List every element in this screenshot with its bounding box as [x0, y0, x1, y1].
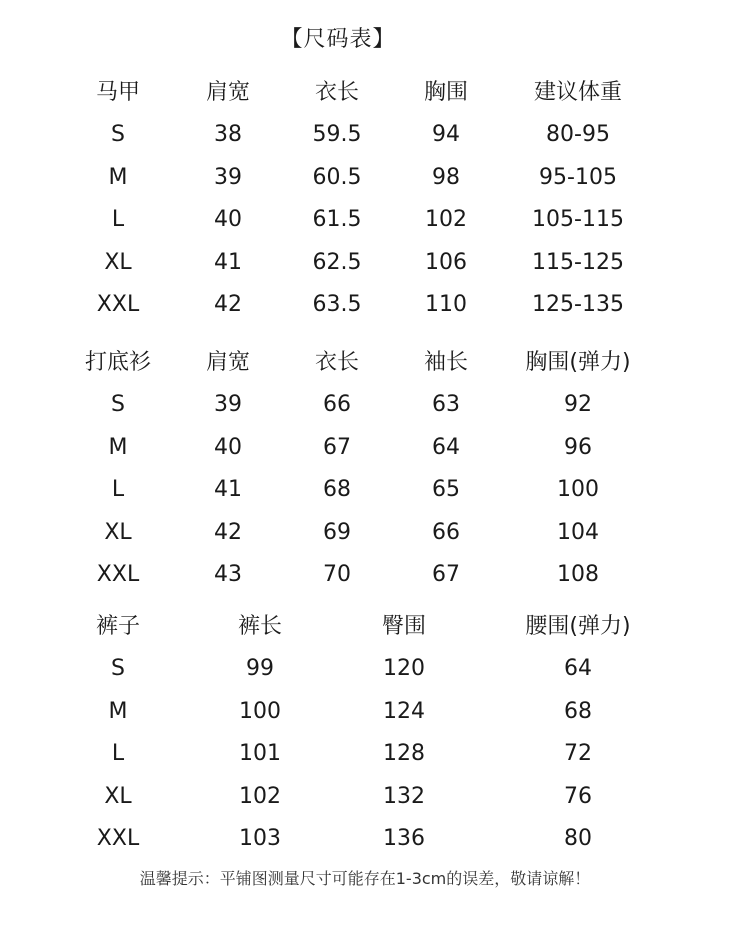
- table-row: [0, 246, 730, 280]
- table-cell: 66: [432, 520, 460, 545]
- table-cell: 63.5: [312, 292, 362, 317]
- table-row: [0, 203, 730, 237]
- table-header-cell: 胸围(弹力): [525, 350, 631, 375]
- table-header-cell: 胸围: [423, 80, 468, 105]
- size-cell: XL: [104, 250, 132, 275]
- table-cell: 96: [564, 435, 592, 460]
- table-cell: 94: [432, 122, 460, 147]
- table-header-cell: 建议体重: [533, 80, 622, 105]
- table-header-cell: 肩宽: [205, 350, 250, 375]
- table-header-cell: 裤子: [95, 614, 140, 639]
- table-cell: 132: [383, 784, 425, 809]
- table-header-row: [0, 346, 730, 380]
- table-cell: 104: [557, 520, 599, 545]
- table-cell: 68: [564, 699, 592, 724]
- table-cell: 106: [425, 250, 467, 275]
- table-row: [0, 822, 730, 856]
- table-cell: 72: [564, 741, 592, 766]
- table-cell: 100: [239, 699, 281, 724]
- table-cell: 68: [323, 477, 351, 502]
- table-cell: 108: [557, 562, 599, 587]
- table-header-cell: 臀围: [381, 614, 426, 639]
- table-row: [0, 288, 730, 322]
- table-cell: 65: [432, 477, 460, 502]
- size-cell: S: [111, 392, 125, 417]
- table-cell: 115-125: [532, 250, 624, 275]
- size-cell: L: [111, 207, 125, 232]
- table-cell: 62.5: [312, 250, 362, 275]
- table-cell: 39: [214, 392, 242, 417]
- table-cell: 80-95: [546, 122, 610, 147]
- table-row: [0, 695, 730, 729]
- table-row: [0, 516, 730, 550]
- table-cell: 63: [432, 392, 460, 417]
- table-header-row: [0, 76, 730, 110]
- table-cell: 100: [557, 477, 599, 502]
- table-cell: 41: [214, 477, 242, 502]
- size-cell: S: [111, 122, 125, 147]
- table-cell: 101: [239, 741, 281, 766]
- size-cell: XXL: [96, 292, 140, 317]
- table-row: [0, 652, 730, 686]
- table-cell: 61.5: [312, 207, 362, 232]
- table-cell: 66: [323, 392, 351, 417]
- table-cell: 120: [383, 656, 425, 681]
- table-row: [0, 388, 730, 422]
- table-cell: 67: [323, 435, 351, 460]
- size-cell: XL: [104, 520, 132, 545]
- table-row: [0, 558, 730, 592]
- table-cell: 40: [214, 207, 242, 232]
- table-cell: 98: [432, 165, 460, 190]
- size-cell: XL: [104, 784, 132, 809]
- table-row: [0, 737, 730, 771]
- table-header-cell: 腰围(弹力): [525, 614, 631, 639]
- table-cell: 110: [425, 292, 467, 317]
- table-cell: 64: [564, 656, 592, 681]
- table-cell: 102: [239, 784, 281, 809]
- table-row: [0, 431, 730, 465]
- size-cell: M: [108, 699, 128, 724]
- page-title: 【尺码表】: [280, 27, 396, 52]
- size-cell: S: [111, 656, 125, 681]
- table-cell: 76: [564, 784, 592, 809]
- table-cell: 128: [383, 741, 425, 766]
- table-header-row: [0, 610, 730, 644]
- table-cell: 69: [323, 520, 351, 545]
- table-cell: 38: [214, 122, 242, 147]
- table-row: [0, 118, 730, 152]
- table-cell: 67: [432, 562, 460, 587]
- table-cell: 41: [214, 250, 242, 275]
- table-cell: 40: [214, 435, 242, 460]
- table-cell: 70: [323, 562, 351, 587]
- table-header-cell: 打底衫: [84, 350, 151, 375]
- table-cell: 64: [432, 435, 460, 460]
- table-cell: 43: [214, 562, 242, 587]
- table-header-cell: 裤长: [237, 614, 282, 639]
- table-cell: 124: [383, 699, 425, 724]
- table-header-cell: 肩宽: [205, 80, 250, 105]
- table-cell: 125-135: [532, 292, 624, 317]
- table-cell: 39: [214, 165, 242, 190]
- table-cell: 59.5: [312, 122, 362, 147]
- table-header-cell: 衣长: [314, 80, 359, 105]
- table-row: [0, 161, 730, 195]
- size-cell: L: [111, 741, 125, 766]
- size-cell: XXL: [96, 826, 140, 851]
- table-header-cell: 袖长: [423, 350, 468, 375]
- table-cell: 105-115: [532, 207, 624, 232]
- table-cell: 102: [425, 207, 467, 232]
- table-cell: 42: [214, 292, 242, 317]
- size-cell: XXL: [96, 562, 140, 587]
- table-cell: 136: [383, 826, 425, 851]
- table-cell: 42: [214, 520, 242, 545]
- table-cell: 95-105: [539, 165, 617, 190]
- size-cell: L: [111, 477, 125, 502]
- table-cell: 99: [246, 656, 274, 681]
- measurement-note: 温馨提示：平铺图测量尺寸可能存在1-3cm的误差，敬请谅解！: [139, 869, 591, 888]
- table-header-cell: 衣长: [314, 350, 359, 375]
- table-cell: 103: [239, 826, 281, 851]
- table-cell: 92: [564, 392, 592, 417]
- table-cell: 60.5: [312, 165, 362, 190]
- table-cell: 80: [564, 826, 592, 851]
- table-row: [0, 473, 730, 507]
- table-row: [0, 780, 730, 814]
- size-cell: M: [108, 435, 128, 460]
- table-header-cell: 马甲: [95, 80, 140, 105]
- size-cell: M: [108, 165, 128, 190]
